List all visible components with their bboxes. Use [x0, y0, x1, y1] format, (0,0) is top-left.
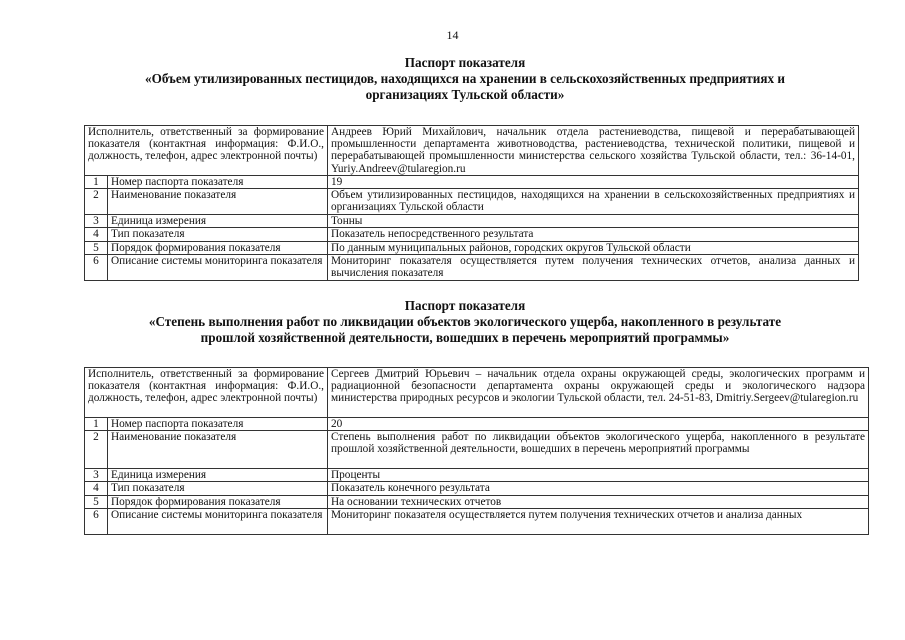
row-label: Наименование показателя [108, 431, 328, 469]
row-label: Порядок формирования показателя [108, 241, 328, 254]
table-row [85, 431, 869, 469]
table-row [85, 418, 869, 431]
row-number: 1 [85, 418, 108, 431]
passport-title: Паспорт показателя [404, 55, 526, 70]
executor-label: Исполнитель, ответственный за формирование показателя (контактная информация: Ф.И.О., должность, телефон, адрес электронной почты) [85, 368, 328, 418]
table-row [85, 126, 859, 176]
passport-table-20 [84, 367, 869, 535]
table-row [85, 469, 869, 482]
row-label: Номер паспорта показателя [108, 418, 328, 431]
row-label: Порядок формирования показателя [108, 495, 328, 508]
row-number: 3 [85, 469, 108, 482]
passport-heading-19 [60, 55, 870, 103]
row-value: Степень выполнения работ по ликвидации объектов экологического ущерба, накопленного в результате прошлой хозяйственной деятельности, вошедших в перечень мероприятий программы [328, 431, 869, 469]
row-label: Номер паспорта показателя [108, 176, 328, 189]
row-number: 6 [85, 508, 108, 534]
row-label: Единица измерения [108, 469, 328, 482]
row-value: Мониторинг показателя осуществляется путем получения технических отчетов и анализа данных [328, 508, 869, 534]
row-number: 3 [85, 215, 108, 228]
row-label: Тип показателя [108, 482, 328, 495]
table-row [85, 189, 859, 215]
row-label: Наименование показателя [108, 189, 328, 215]
row-label: Единица измерения [108, 215, 328, 228]
row-label: Описание системы мониторинга показателя [108, 254, 328, 280]
row-value: Объем утилизированных пестицидов, находящихся на хранении в сельскохозяйственных предприятиях и организациях Тульской области [328, 189, 859, 215]
row-label: Тип показателя [108, 228, 328, 241]
passport-heading-20 [60, 298, 870, 346]
row-value: 19 [328, 176, 859, 189]
row-value: Мониторинг показателя осуществляется путем получения технических отчетов, анализа данных и вычисления показателя [328, 254, 859, 280]
table-row [85, 176, 859, 189]
table-row [85, 254, 859, 280]
table-row [85, 241, 859, 254]
passport-table-19 [84, 125, 859, 281]
row-value: Проценты [328, 469, 869, 482]
row-value: Тонны [328, 215, 859, 228]
table-row [85, 368, 869, 418]
passport-subtitle-line2: организациях Тульской области» [365, 87, 565, 102]
executor-label: Исполнитель, ответственный за формирование показателя (контактная информация: Ф.И.О., должность, телефон, адрес электронной почты) [85, 126, 328, 176]
row-number: 4 [85, 482, 108, 495]
row-value: По данным муниципальных районов, городских округов Тульской области [328, 241, 859, 254]
table-row [85, 482, 869, 495]
passport-subtitle-line1: «Объем утилизированных пестицидов, находящихся на хранении в сельскохозяйственных предприятиях и [145, 71, 785, 86]
row-number: 2 [85, 431, 108, 469]
row-label: Описание системы мониторинга показателя [108, 508, 328, 534]
row-value: 20 [328, 418, 869, 431]
table-row [85, 508, 869, 534]
row-number: 1 [85, 176, 108, 189]
page-number: 14 [446, 28, 459, 42]
passport-subtitle-line2: прошлой хозяйственной деятельности, вошедших в перечень мероприятий программы» [200, 330, 730, 345]
row-number: 2 [85, 189, 108, 215]
passport-subtitle-line1: «Степень выполнения работ по ликвидации объектов экологического ущерба, накопленного в результате [148, 314, 782, 329]
row-value: Показатель конечного результата [328, 482, 869, 495]
executor-value: Андреев Юрий Михайлович, начальник отдела растениеводства, пищевой и перерабатывающей промышленности департамента животноводства, растениеводства, технической политики, пищевой и перерабатывающей промышленности министерства сельского хозяйства Тульской области, тел.: 36-14-01, Yuriy.Andreev@tularegion.ru [328, 126, 859, 176]
row-number: 5 [85, 241, 108, 254]
table-row [85, 228, 859, 241]
row-value: Показатель непосредственного результата [328, 228, 859, 241]
table-row [85, 495, 869, 508]
executor-value: Сергеев Дмитрий Юрьевич – начальник отдела охраны окружающей среды, экологических программ и радиационной безопасности департамента охраны окружающей среды и экологического надзора министерства природных ресурсов и экологии Тульской области, тел. 24-51-83, Dmitriy.Sergeev@tularegion.ru [328, 368, 869, 418]
row-number: 5 [85, 495, 108, 508]
row-number: 6 [85, 254, 108, 280]
row-number: 4 [85, 228, 108, 241]
passport-title: Паспорт показателя [404, 298, 526, 313]
table-row [85, 215, 859, 228]
row-value: На основании технических отчетов [328, 495, 869, 508]
